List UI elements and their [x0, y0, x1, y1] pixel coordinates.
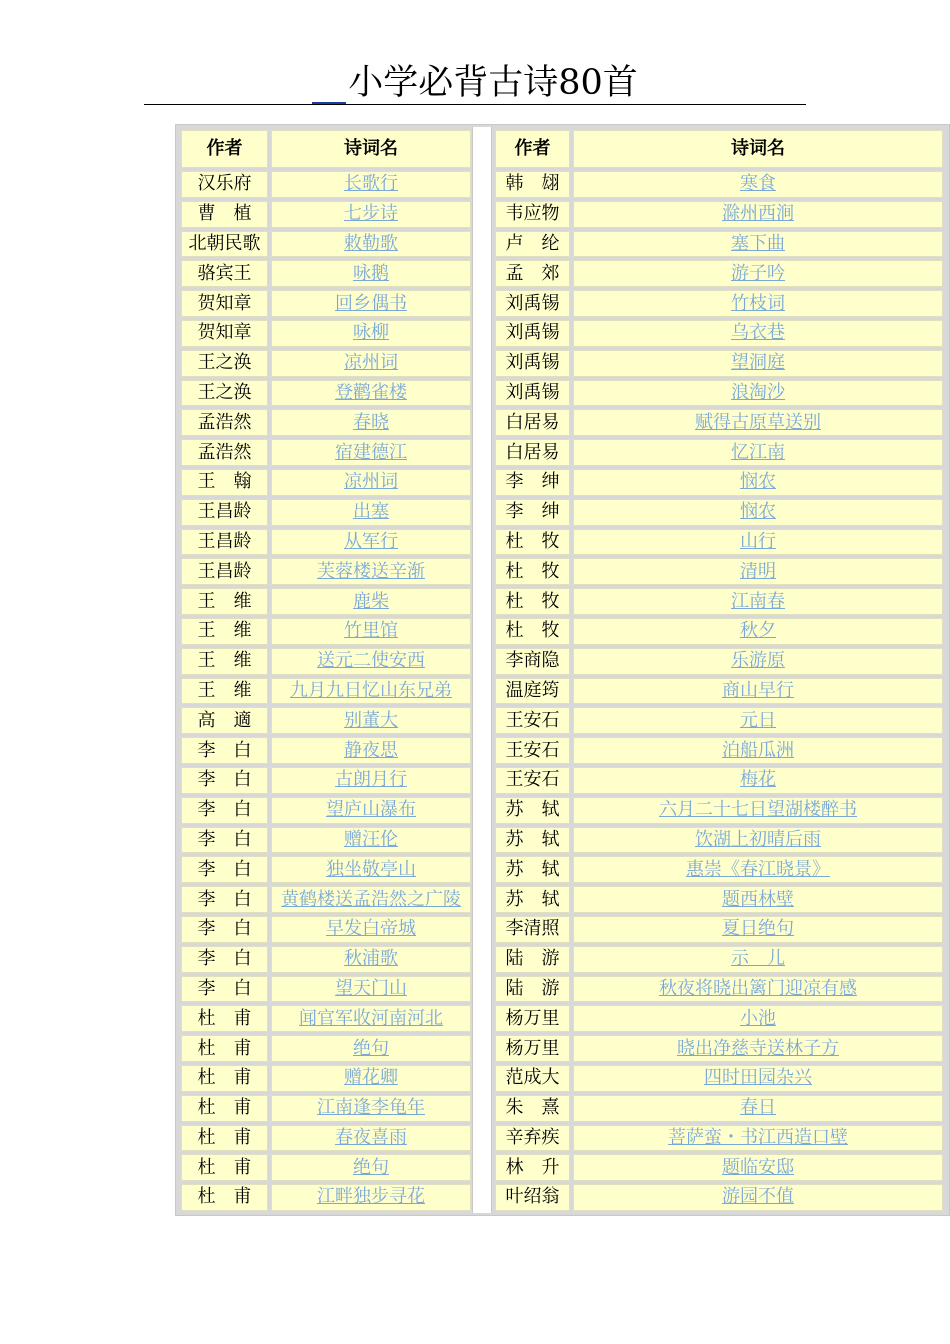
poem-link[interactable]: 春日	[740, 1097, 776, 1119]
poem-link[interactable]: 九月九日忆山东兄弟	[290, 679, 452, 701]
poem-cell	[573, 1095, 943, 1122]
author-cell: 陆 游	[495, 946, 570, 973]
poem-cell	[271, 797, 471, 824]
poem-cell	[573, 380, 943, 407]
poem-cell	[573, 1005, 943, 1032]
poem-link[interactable]: 春夜喜雨	[335, 1126, 407, 1148]
poem-link[interactable]: 题西林壁	[722, 888, 794, 910]
poem-link[interactable]: 竹里馆	[344, 620, 398, 642]
poem-link[interactable]: 宿建德江	[335, 441, 407, 463]
poem-link[interactable]: 梅花	[740, 769, 776, 791]
author-cell: 韩 翃	[495, 171, 570, 198]
poem-link[interactable]: 寒食	[740, 173, 776, 195]
poem-link[interactable]: 题临安邸	[722, 1156, 794, 1178]
table-row	[181, 946, 471, 973]
author-cell: 王之涣	[181, 350, 268, 377]
author-cell: 李 白	[181, 797, 268, 824]
table-row	[495, 1184, 943, 1211]
table-row	[495, 588, 943, 615]
poem-cell	[573, 558, 943, 585]
poem-cell	[573, 529, 943, 556]
author-cell: 杨万里	[495, 1005, 570, 1032]
poem-link[interactable]: 长歌行	[344, 173, 398, 195]
poem-link[interactable]: 滁州西涧	[722, 203, 794, 225]
table-row	[181, 558, 471, 585]
table-row	[181, 409, 471, 436]
author-cell: 贺知章	[181, 290, 268, 317]
poem-link[interactable]: 惠崇《春江晓景》	[686, 858, 830, 880]
poem-link[interactable]: 秋浦歌	[344, 948, 398, 970]
author-cell: 杜 牧	[495, 558, 570, 585]
author-cell: 苏 轼	[495, 886, 570, 913]
author-cell: 杜 牧	[495, 618, 570, 645]
table-row	[495, 231, 943, 258]
table-row	[495, 976, 943, 1003]
poem-cell	[573, 290, 943, 317]
poem-cell	[573, 260, 943, 287]
poem-link[interactable]: 敕勒歌	[344, 232, 398, 254]
poem-link[interactable]: 赠汪伦	[344, 828, 398, 850]
poem-cell	[271, 1065, 471, 1092]
author-cell: 王 维	[181, 678, 268, 705]
author-cell: 刘禹锡	[495, 320, 570, 347]
poem-link[interactable]: 鹿柴	[353, 590, 389, 612]
poem-cell	[573, 797, 943, 824]
author-cell: 李 白	[181, 767, 268, 794]
poem-cell	[573, 1184, 943, 1211]
author-cell: 刘禹锡	[495, 380, 570, 407]
author-cell: 王昌龄	[181, 499, 268, 526]
poem-link[interactable]: 塞下曲	[731, 232, 785, 254]
header-row	[181, 130, 471, 168]
poem-cell	[573, 320, 943, 347]
author-cell: 李 白	[181, 827, 268, 854]
poem-cell	[573, 231, 943, 258]
poem-cell	[573, 439, 943, 466]
table-row	[181, 886, 471, 913]
poem-link[interactable]: 绝句	[353, 1037, 389, 1059]
poem-cell	[271, 439, 471, 466]
table-row	[181, 827, 471, 854]
author-cell: 孟 郊	[495, 260, 570, 287]
author-cell: 王 翰	[181, 469, 268, 496]
author-header: 作者	[495, 130, 570, 168]
author-cell: 李 白	[181, 976, 268, 1003]
poem-link[interactable]: 闻官军收河南河北	[299, 1007, 443, 1029]
poem-cell	[573, 946, 943, 973]
author-cell: 范成大	[495, 1065, 570, 1092]
author-cell: 王昌龄	[181, 529, 268, 556]
table-row	[495, 260, 943, 287]
poem-link[interactable]: 出塞	[353, 501, 389, 523]
poem-cell	[573, 886, 943, 913]
poem-cell	[573, 469, 943, 496]
poem-link[interactable]: 江南春	[731, 590, 785, 612]
table-row	[495, 1154, 943, 1181]
poem-link[interactable]: 凉州词	[344, 352, 398, 374]
table-row	[181, 678, 471, 705]
poem-cell	[573, 1065, 943, 1092]
poem-link[interactable]: 竹枝词	[731, 292, 785, 314]
poem-link[interactable]: 黄鹤楼送孟浩然之广陵	[281, 888, 461, 910]
poem-table-right	[492, 127, 946, 1214]
poem-link[interactable]: 游子吟	[731, 262, 785, 284]
poem-link[interactable]: 送元二使安西	[317, 650, 425, 672]
poem-link[interactable]: 凉州词	[344, 471, 398, 493]
table-row	[181, 648, 471, 675]
table-row	[495, 678, 943, 705]
page-title	[312, 62, 638, 104]
author-cell: 王安石	[495, 737, 570, 764]
author-cell: 白居易	[495, 409, 570, 436]
author-cell: 卢 纶	[495, 231, 570, 258]
table-row	[181, 439, 471, 466]
table-row	[495, 856, 943, 883]
poem-cell	[271, 1154, 471, 1181]
poem-link[interactable]: 独坐敬亭山	[326, 858, 416, 880]
poem-cell	[573, 350, 943, 377]
poem-header: 诗词名	[271, 130, 471, 168]
poem-cell	[271, 618, 471, 645]
author-cell: 王之涣	[181, 380, 268, 407]
poem-link[interactable]: 登鹳雀楼	[335, 381, 407, 403]
poem-cell	[271, 558, 471, 585]
poem-cell	[271, 350, 471, 377]
poem-link[interactable]: 秋夜将晓出篱门迎凉有感	[659, 977, 857, 999]
poem-link[interactable]: 菩萨蛮・书江西造口壁	[668, 1126, 848, 1148]
poem-link[interactable]: 咏鹅	[353, 262, 389, 284]
poem-header: 诗词名	[573, 130, 943, 168]
author-cell: 王 维	[181, 588, 268, 615]
author-cell: 杜 牧	[495, 588, 570, 615]
table-row	[495, 886, 943, 913]
poem-link[interactable]: 泊船瓜洲	[722, 739, 794, 761]
author-cell: 苏 轼	[495, 827, 570, 854]
poem-link[interactable]: 赋得古原草送别	[695, 411, 821, 433]
poem-link[interactable]: 春晓	[353, 411, 389, 433]
poem-cell	[271, 499, 471, 526]
poem-link[interactable]: 从军行	[344, 530, 398, 552]
poem-link[interactable]: 夏日绝句	[722, 918, 794, 940]
author-cell: 李 绅	[495, 499, 570, 526]
poem-cell	[271, 856, 471, 883]
table-row	[495, 767, 943, 794]
table-row	[495, 1005, 943, 1032]
table-row	[181, 976, 471, 1003]
poem-link[interactable]: 元日	[740, 709, 776, 731]
poem-cell	[573, 737, 943, 764]
poem-cell	[573, 1154, 943, 1181]
poem-link[interactable]: 忆江南	[731, 441, 785, 463]
poem-link[interactable]: 江畔独步寻花	[317, 1186, 425, 1208]
poem-link[interactable]: 商山早行	[722, 679, 794, 701]
poem-cell	[271, 916, 471, 943]
table-row	[181, 1154, 471, 1181]
table-row	[181, 380, 471, 407]
table-row	[181, 1184, 471, 1211]
table-row	[181, 1095, 471, 1122]
table-row	[495, 1125, 943, 1152]
author-cell: 孟浩然	[181, 409, 268, 436]
author-cell: 李商隐	[495, 648, 570, 675]
author-cell: 杜 甫	[181, 1095, 268, 1122]
poem-link[interactable]: 回乡偶书	[335, 292, 407, 314]
poem-cell	[573, 171, 943, 198]
poem-cell	[271, 290, 471, 317]
poem-cell	[271, 588, 471, 615]
table-row	[181, 1125, 471, 1152]
table-row	[181, 231, 471, 258]
header-row	[495, 130, 943, 168]
table-row	[495, 1095, 943, 1122]
author-cell: 孟浩然	[181, 439, 268, 466]
table-row	[495, 1065, 943, 1092]
author-cell: 贺知章	[181, 320, 268, 347]
author-cell: 温庭筠	[495, 678, 570, 705]
poem-cell	[271, 678, 471, 705]
poem-cell	[573, 588, 943, 615]
poem-cell	[271, 737, 471, 764]
poem-cell	[271, 946, 471, 973]
author-cell: 王安石	[495, 707, 570, 734]
poem-cell	[271, 380, 471, 407]
table-row	[181, 171, 471, 198]
poem-cell	[573, 409, 943, 436]
author-cell: 杜 甫	[181, 1005, 268, 1032]
table-row	[181, 290, 471, 317]
author-cell: 杜 甫	[181, 1065, 268, 1092]
table-row	[181, 856, 471, 883]
poem-link[interactable]: 芙蓉楼送辛渐	[317, 560, 425, 582]
table-row	[495, 737, 943, 764]
poem-cell	[271, 976, 471, 1003]
table-row	[181, 260, 471, 287]
poem-cell	[573, 1125, 943, 1152]
table-row	[181, 1035, 471, 1062]
poem-cell	[271, 1035, 471, 1062]
poem-cell	[271, 1184, 471, 1211]
poem-cell	[271, 827, 471, 854]
author-cell: 李 白	[181, 916, 268, 943]
poem-cell	[271, 469, 471, 496]
poem-link[interactable]: 游园不值	[722, 1186, 794, 1208]
title-underline-link[interactable]	[312, 68, 346, 104]
author-cell: 王 维	[181, 648, 268, 675]
poem-link[interactable]: 示 儿	[731, 948, 785, 970]
table-row	[495, 558, 943, 585]
author-cell: 朱 熹	[495, 1095, 570, 1122]
author-cell: 陆 游	[495, 976, 570, 1003]
author-cell: 骆宾王	[181, 260, 268, 287]
poem-cell	[271, 1125, 471, 1152]
author-cell: 苏 轼	[495, 797, 570, 824]
poem-link[interactable]: 乌衣巷	[731, 322, 785, 344]
poem-cell	[573, 767, 943, 794]
author-cell: 杜 甫	[181, 1125, 268, 1152]
table-row	[495, 827, 943, 854]
poem-link[interactable]: 绝句	[353, 1156, 389, 1178]
poem-cell	[573, 1035, 943, 1062]
poem-cell	[573, 618, 943, 645]
poem-cell	[573, 976, 943, 1003]
poem-cell	[271, 409, 471, 436]
table-row	[495, 380, 943, 407]
poem-link[interactable]: 赠花卿	[344, 1067, 398, 1089]
poem-cell	[271, 1095, 471, 1122]
table-row	[495, 618, 943, 645]
author-cell: 苏 轼	[495, 856, 570, 883]
table-row	[495, 320, 943, 347]
table-row	[495, 529, 943, 556]
poem-cell	[271, 171, 471, 198]
title-area	[144, 62, 806, 105]
poem-cell	[271, 260, 471, 287]
table-row	[181, 320, 471, 347]
poem-cell	[271, 231, 471, 258]
table-row	[495, 648, 943, 675]
poem-link[interactable]: 七步诗	[344, 203, 398, 225]
table-row	[495, 946, 943, 973]
table-row	[181, 916, 471, 943]
poem-cell	[573, 201, 943, 228]
poem-cell	[271, 767, 471, 794]
author-cell: 李 白	[181, 946, 268, 973]
table-row	[181, 529, 471, 556]
table-row	[495, 797, 943, 824]
poem-link[interactable]: 早发白帝城	[326, 918, 416, 940]
author-cell: 叶绍翁	[495, 1184, 570, 1211]
poem-cell	[271, 1005, 471, 1032]
table-row	[495, 290, 943, 317]
author-cell: 王 维	[181, 618, 268, 645]
page-title-text: 小学必背古诗80首	[348, 63, 638, 103]
poem-link[interactable]: 江南逢李龟年	[317, 1097, 425, 1119]
table-row	[181, 350, 471, 377]
author-cell: 李清照	[495, 916, 570, 943]
poem-link[interactable]: 小池	[740, 1007, 776, 1029]
column-divider	[472, 127, 492, 1213]
author-cell: 韦应物	[495, 201, 570, 228]
poem-link[interactable]: 浪淘沙	[731, 381, 785, 403]
author-cell: 杜 甫	[181, 1035, 268, 1062]
poem-link[interactable]: 别董大	[344, 709, 398, 731]
poem-cell	[271, 707, 471, 734]
poem-cell	[573, 499, 943, 526]
poem-cell	[573, 827, 943, 854]
poem-link[interactable]: 望天门山	[335, 977, 407, 999]
table-row	[181, 469, 471, 496]
poem-cell	[573, 648, 943, 675]
table-row	[181, 767, 471, 794]
poem-cell	[271, 320, 471, 347]
poem-link[interactable]: 悯农	[740, 471, 776, 493]
poem-table-left	[178, 127, 474, 1214]
author-cell: 刘禹锡	[495, 290, 570, 317]
poem-link[interactable]: 乐游原	[731, 650, 785, 672]
table-row	[181, 618, 471, 645]
poem-cell	[271, 529, 471, 556]
author-cell: 李 白	[181, 886, 268, 913]
author-cell: 李 绅	[495, 469, 570, 496]
author-cell: 杜 牧	[495, 529, 570, 556]
poem-link[interactable]: 晓出净慈寺送林子方	[677, 1037, 839, 1059]
poem-link[interactable]: 六月二十七日望湖楼醉书	[659, 799, 857, 821]
table-row	[495, 707, 943, 734]
author-cell: 曹 植	[181, 201, 268, 228]
table-row	[495, 469, 943, 496]
author-cell: 王昌龄	[181, 558, 268, 585]
author-cell: 辛弃疾	[495, 1125, 570, 1152]
poem-link[interactable]: 清明	[740, 560, 776, 582]
poem-link[interactable]: 四时田园杂兴	[704, 1067, 812, 1089]
table-row	[495, 201, 943, 228]
author-cell: 高 適	[181, 707, 268, 734]
poem-link[interactable]: 望庐山瀑布	[326, 799, 416, 821]
author-cell: 林 升	[495, 1154, 570, 1181]
poem-cell	[271, 886, 471, 913]
table-row	[495, 499, 943, 526]
table-row	[181, 1065, 471, 1092]
poem-link[interactable]: 古朗月行	[335, 769, 407, 791]
author-cell: 杨万里	[495, 1035, 570, 1062]
poem-cell	[573, 916, 943, 943]
poem-cell	[271, 648, 471, 675]
poem-link[interactable]: 静夜思	[344, 739, 398, 761]
table-row	[181, 201, 471, 228]
table-row	[495, 171, 943, 198]
poem-cell	[271, 201, 471, 228]
author-cell: 北朝民歌	[181, 231, 268, 258]
author-cell: 白居易	[495, 439, 570, 466]
poem-cell	[573, 678, 943, 705]
author-cell: 刘禹锡	[495, 350, 570, 377]
table-row	[181, 499, 471, 526]
author-cell: 李 白	[181, 737, 268, 764]
table-row	[495, 1035, 943, 1062]
poem-link[interactable]: 咏柳	[353, 322, 389, 344]
author-cell: 杜 甫	[181, 1154, 268, 1181]
author-cell: 杜 甫	[181, 1184, 268, 1211]
author-cell: 李 白	[181, 856, 268, 883]
table-row	[181, 588, 471, 615]
poem-cell	[573, 856, 943, 883]
table-row	[495, 916, 943, 943]
poem-link[interactable]: 望洞庭	[731, 352, 785, 374]
author-cell: 汉乐府	[181, 171, 268, 198]
author-header: 作者	[181, 130, 268, 168]
table-row	[181, 737, 471, 764]
table-row	[181, 1005, 471, 1032]
poem-link[interactable]: 秋夕	[740, 620, 776, 642]
table-row	[495, 409, 943, 436]
poem-link[interactable]: 悯农	[740, 501, 776, 523]
table-row	[495, 439, 943, 466]
table-row	[495, 350, 943, 377]
table-row	[181, 797, 471, 824]
poem-cell	[573, 707, 943, 734]
author-cell: 王安石	[495, 767, 570, 794]
poem-link[interactable]: 饮湖上初晴后雨	[695, 828, 821, 850]
table-row	[181, 707, 471, 734]
poem-link[interactable]: 山行	[740, 530, 776, 552]
